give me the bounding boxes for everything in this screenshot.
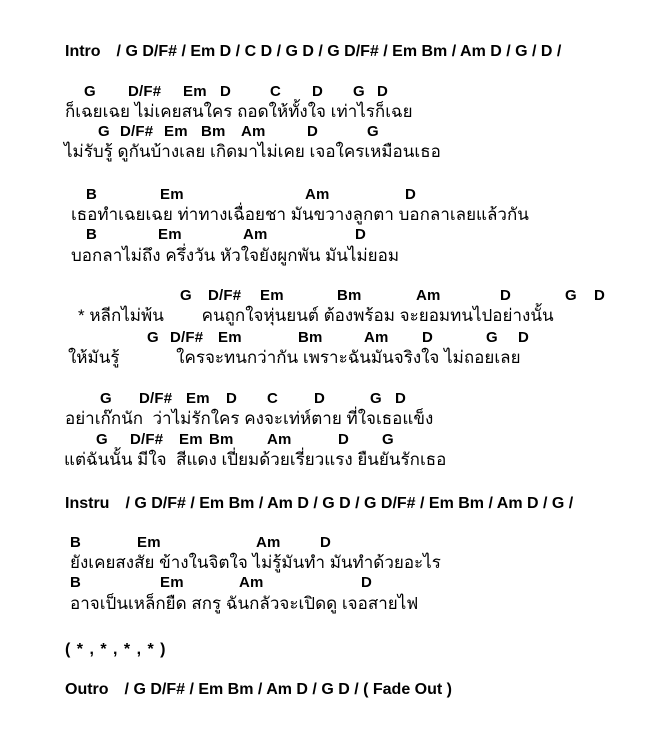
chord-row — [0, 226, 670, 244]
section-header — [65, 680, 452, 699]
chord-symbol: Em — [160, 574, 184, 591]
chord-symbol: Am — [243, 226, 268, 243]
chord-symbol: Bm — [298, 329, 323, 346]
chord-symbol: Em — [183, 83, 207, 100]
section-header — [65, 42, 561, 61]
section-label: Outro — [65, 681, 109, 698]
chord-symbol: Am — [305, 186, 330, 203]
chord-symbol: D/F# — [128, 83, 162, 100]
chord-symbol: D — [312, 83, 324, 100]
chord-symbol: G — [353, 83, 365, 100]
chord-symbol: Am — [416, 287, 441, 304]
chord-symbol: G — [147, 329, 159, 346]
chord-symbol: G — [486, 329, 498, 346]
lyric-line: อย่าเก๊กนัก ว่าไม่รักใคร คงจะเท่ห์ตาย ที่ใจเธอแข็ง — [65, 409, 434, 428]
chord-symbol: D/F# — [130, 431, 164, 448]
chord-symbol: G — [100, 390, 112, 407]
chord-symbol: B — [70, 534, 82, 551]
chord-row — [0, 534, 670, 552]
chord-progression: / G D/F# / Em D / C D / G D / G D/F# / Em Bm / Am D / G / D / — [116, 43, 562, 60]
chord-symbol: B — [86, 186, 98, 203]
chord-row — [0, 390, 670, 408]
chord-symbol: G — [565, 287, 577, 304]
chord-symbol: D — [361, 574, 373, 591]
chord-symbol: Am — [256, 534, 281, 551]
chord-row — [0, 186, 670, 204]
chord-symbol: D — [314, 390, 326, 407]
chord-symbol: D — [594, 287, 606, 304]
chord-symbol: Bm — [201, 123, 226, 140]
section-label: Intro — [65, 43, 101, 60]
lyric-line: ให้มันรู้ ใครจะทนกว่ากัน เพราะฉันมันจริงใจ ไม่ถอยเลย — [68, 348, 521, 367]
chord-symbol: G — [382, 431, 394, 448]
chord-symbol: D/F# — [170, 329, 204, 346]
chord-symbol: Am — [239, 574, 264, 591]
chord-symbol: B — [70, 574, 82, 591]
chord-symbol: D — [422, 329, 434, 346]
chord-row — [0, 431, 670, 449]
chord-row — [0, 287, 670, 305]
lyric-line: ยังเคยสงสัย ข้างในจิตใจ ไม่รู้มันทำ มันทำด้วยอะไร — [70, 553, 441, 572]
chord-symbol: D — [405, 186, 417, 203]
chord-symbol: D — [307, 123, 319, 140]
chord-row — [0, 574, 670, 592]
lyric-line: บอกลาไม่ถึง ครึ่งวัน หัวใจยังผูกพัน มันไม่ยอม — [71, 246, 400, 265]
chord-row — [0, 123, 670, 141]
chord-symbol: D/F# — [139, 390, 173, 407]
chord-row — [0, 329, 670, 347]
repeat-marker-line: ( * , * , * , * ) — [65, 641, 167, 658]
chord-symbol: D — [226, 390, 238, 407]
chord-symbol: D/F# — [120, 123, 154, 140]
chord-symbol: D — [220, 83, 232, 100]
chord-symbol: Em — [137, 534, 161, 551]
chord-symbol: Am — [364, 329, 389, 346]
chord-symbol: Em — [158, 226, 182, 243]
chord-symbol: Am — [241, 123, 266, 140]
chord-symbol: G — [180, 287, 192, 304]
chord-symbol: Em — [179, 431, 203, 448]
chord-symbol: B — [86, 226, 98, 243]
lyric-line: แต่ฉันนั้น มีใจ สีแดง เปี่ยมด้วยเรี่ยวแรง ยืนยันรักเธอ — [64, 450, 447, 469]
chord-symbol: Am — [267, 431, 292, 448]
chord-symbol: C — [270, 83, 282, 100]
chord-symbol: G — [96, 431, 108, 448]
chord-progression: / G D/F# / Em Bm / Am D / G D / ( Fade Out ) — [124, 681, 452, 698]
chord-symbol: Em — [260, 287, 284, 304]
chord-symbol: Bm — [337, 287, 362, 304]
chord-symbol: D — [355, 226, 367, 243]
chord-progression: / G D/F# / Em Bm / Am D / G D / G D/F# / Em Bm / Am D / G / — [125, 495, 574, 512]
section-header — [65, 494, 573, 513]
lyric-line: อาจเป็นเหล็กยืด สกรู ฉันกลัวจะเปิดดู เจอสายไฟ — [70, 594, 419, 613]
chord-symbol: C — [267, 390, 279, 407]
lyric-line: ก็เฉยเฉย ไม่เคยสนใคร ถอดให้ทั้งใจ เท่าไรก็เฉย — [65, 102, 413, 121]
chord-row — [0, 83, 670, 101]
lyric-line: * หลีกไม่พ้น คนถูกใจหุ่นยนต์ ต้องพร้อม จะยอมทนไปอย่างนั้น — [78, 306, 554, 325]
chord-symbol: G — [98, 123, 110, 140]
chord-symbol: G — [370, 390, 382, 407]
chord-symbol: D — [338, 431, 350, 448]
chord-symbol: D — [320, 534, 332, 551]
chord-symbol: D — [500, 287, 512, 304]
chord-symbol: Em — [186, 390, 210, 407]
chord-symbol: D/F# — [208, 287, 242, 304]
chord-symbol: Em — [218, 329, 242, 346]
chord-symbol: Em — [160, 186, 184, 203]
chord-symbol: D — [518, 329, 530, 346]
chord-symbol: Em — [164, 123, 188, 140]
chord-symbol: D — [395, 390, 407, 407]
chord-symbol: G — [84, 83, 96, 100]
chord-symbol: Bm — [209, 431, 234, 448]
chord-symbol: D — [377, 83, 389, 100]
section-label: Instru — [65, 495, 110, 512]
chord-symbol: G — [367, 123, 379, 140]
lyric-line: เธอทำเฉยเฉย ท่าทางเฉื่อยชา มันขวางลูกตา บอกลาเลยแล้วกัน — [71, 205, 529, 224]
lyric-line: ไม่รับรู้ ดูกันบ้างเลย เกิดมาไม่เคย เจอใครเหมือนเธอ — [64, 142, 441, 161]
